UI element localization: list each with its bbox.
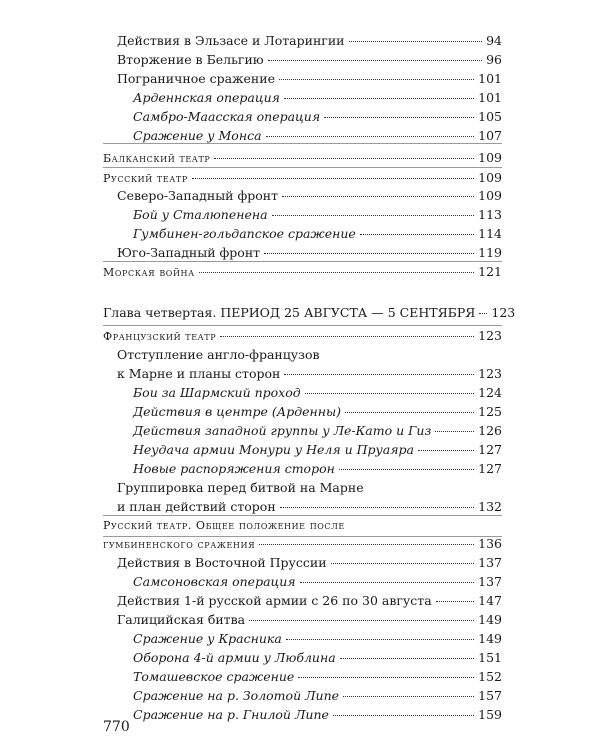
dot-leader: [279, 79, 474, 80]
dot-leader: [435, 431, 474, 432]
toc-chapter-heading: [103, 303, 516, 322]
toc-entry-page: 136: [478, 536, 502, 551]
toc-entry: [133, 648, 502, 667]
dot-leader: [259, 544, 474, 545]
dot-leader: [339, 469, 474, 470]
toc-entry: [133, 572, 502, 591]
dot-leader: [436, 601, 474, 602]
toc-entry-title: Действия в Восточной Пруссии: [117, 555, 327, 570]
toc-entry-title: Сражение у Монса: [133, 128, 262, 143]
toc-entry-page: 157: [478, 688, 502, 703]
toc-entry-title: Отступление англо-французов: [117, 347, 320, 362]
toc-entry: [133, 459, 502, 478]
toc-entry: [133, 440, 502, 459]
toc-entry: [117, 345, 502, 364]
toc-entry-title: Действия западной группы у Ле-Като и Гиз: [133, 423, 432, 438]
toc-entry-title: Балканский театр: [103, 152, 211, 165]
toc-entry-page: 137: [478, 555, 502, 570]
dot-leader: [343, 696, 474, 697]
toc-entry: [117, 610, 502, 629]
toc-entry-title: Оборона 4-й армии у Люблина: [133, 650, 336, 665]
toc-entry-title: Юго-Западный фронт: [117, 245, 261, 260]
section-rule: [103, 143, 502, 144]
toc-entry: [133, 224, 502, 243]
toc-entry-title: Русский театр. Общее положение после: [103, 519, 345, 532]
dot-leader: [280, 507, 474, 508]
toc-entry-title: Пограничное сражение: [117, 71, 275, 86]
toc-entry-page: 137: [478, 574, 502, 589]
dot-leader: [264, 253, 474, 254]
toc-entry-page: 123: [478, 328, 502, 343]
dot-leader: [324, 117, 474, 118]
toc-entry: [117, 553, 502, 572]
toc-entry: [133, 205, 502, 224]
toc-entry: [117, 31, 502, 50]
dot-leader: [249, 620, 474, 621]
toc-section-heading: [103, 148, 502, 167]
toc-entry-page: 114: [478, 226, 502, 241]
toc-entry-title: Галицийская битва: [117, 612, 246, 627]
toc-entry-page: 132: [478, 499, 502, 514]
toc-section-heading: [103, 516, 502, 535]
toc-entry-title: Группировка перед битвой на Марне: [117, 480, 364, 495]
dot-leader: [298, 677, 474, 678]
toc-entry-page: 159: [478, 707, 502, 722]
dot-leader: [282, 196, 474, 197]
toc-entry-title: Сражение у Красника: [133, 631, 282, 646]
dot-leader: [345, 412, 474, 413]
toc-entry-title: Русский театр: [103, 172, 188, 185]
toc-entry: [117, 243, 502, 262]
toc-entry-page: 123: [478, 366, 502, 381]
toc-entry: [117, 591, 502, 610]
toc-entry: [117, 478, 502, 497]
dot-leader: [214, 158, 474, 159]
dot-leader: [305, 393, 474, 394]
toc-entry-page: 119: [478, 245, 502, 260]
toc-entry-title: Морская война: [103, 266, 195, 279]
toc-entry-page: 126: [478, 423, 502, 438]
toc-entry-title: гумбиненского сражения: [103, 538, 256, 551]
toc-entry: [117, 364, 502, 383]
toc-entry-title: Вторжение в Бельгию: [117, 52, 264, 67]
toc-entry: [117, 186, 502, 205]
toc-entry-page: 149: [478, 612, 502, 627]
dot-leader: [220, 336, 474, 337]
page-number: 770: [103, 719, 130, 735]
toc-entry: [133, 705, 502, 724]
dot-leader: [286, 639, 474, 640]
toc-section-heading: [103, 262, 502, 281]
toc-entry-page: 113: [478, 207, 502, 222]
toc-entry-title: Самсоновская операция: [133, 574, 296, 589]
toc-entry: [133, 667, 502, 686]
toc-entry-page: 94: [486, 33, 502, 48]
dot-leader: [268, 60, 482, 61]
toc-entry-title: Самбро-Маасская операция: [133, 109, 321, 124]
toc-entry-page: 151: [478, 650, 502, 665]
dot-leader: [479, 313, 487, 314]
toc-entry-page: 107: [478, 128, 502, 143]
dot-leader: [300, 582, 475, 583]
toc-entry-title: и план действий сторон: [117, 499, 276, 514]
toc-entry-title: Арденнская операция: [133, 90, 280, 105]
toc-entry-page: 149: [478, 631, 502, 646]
toc-section-heading: [103, 168, 502, 187]
toc-entry: [117, 69, 502, 88]
toc-entry-title: Новые распоряжения сторон: [133, 461, 335, 476]
toc-entry-title: Сражение на р. Золотой Липе: [133, 688, 340, 703]
toc-entry-page: 147: [478, 593, 502, 608]
toc-entry-title: к Марне и планы сторон: [117, 366, 281, 381]
toc-entry-page: 101: [478, 71, 502, 86]
toc-entry: [133, 383, 502, 402]
dot-leader: [284, 98, 474, 99]
dot-leader: [349, 41, 483, 42]
toc-entry: [133, 629, 502, 648]
toc-entry: [133, 107, 502, 126]
toc-entry-title: Томашевское сражение: [133, 669, 295, 684]
toc-entry-title: Бой у Сталюпенена: [133, 207, 268, 222]
toc-entry-title: Северо-Западный фронт: [117, 188, 279, 203]
dot-leader: [284, 374, 474, 375]
toc-entry-page: 127: [478, 442, 502, 457]
toc-entry: [133, 686, 502, 705]
toc-entry-page: 121: [478, 264, 502, 279]
toc-entry-page: 101: [478, 90, 502, 105]
dot-leader: [360, 234, 474, 235]
toc-entry-title: Бои за Шармский проход: [133, 385, 301, 400]
toc-entry: [117, 50, 502, 69]
toc-entry-page: 96: [486, 52, 502, 67]
toc-entry-page: 152: [478, 669, 502, 684]
toc-entry: [117, 497, 502, 516]
toc-entry-page: 109: [478, 170, 502, 185]
toc-entry-page: 109: [478, 150, 502, 165]
toc-entry-title: Сражение на р. Гнилой Липе: [133, 707, 329, 722]
toc-entry-title: Гумбинен-гольдапское сражение: [133, 226, 356, 241]
toc-entry: [133, 402, 502, 421]
toc-section-heading: [103, 534, 502, 553]
toc-section-heading: [103, 326, 502, 345]
dot-leader: [272, 215, 475, 216]
toc-entry: [133, 88, 502, 107]
toc-entry-page: 105: [478, 109, 502, 124]
dot-leader: [199, 272, 474, 273]
toc-entry-page: 127: [478, 461, 502, 476]
toc-entry-title: Действия 1-й русской армии с 26 по 30 августа: [117, 593, 432, 608]
toc-entry-page: 125: [478, 404, 502, 419]
toc-entry-page: 109: [478, 188, 502, 203]
toc-entry-title: Действия в центре (Арденны): [133, 404, 342, 419]
dot-leader: [333, 715, 474, 716]
toc-entry: [133, 421, 502, 440]
toc-entry-title: Французский театр: [103, 330, 217, 343]
dot-leader: [192, 178, 474, 179]
toc-entry-title: Глава четвертая. ПЕРИОД 25 АВГУСТА — 5 СЕНТЯБРЯ: [103, 305, 476, 320]
toc-entry-title: Действия в Эльзасе и Лотарингии: [117, 33, 345, 48]
dot-leader: [266, 136, 475, 137]
dot-leader: [340, 658, 474, 659]
toc-entry-title: Неудача армии Монури у Неля и Пруаяра: [133, 442, 414, 457]
dot-leader: [331, 563, 475, 564]
toc-entry-page: 123: [491, 305, 516, 320]
toc-entry-page: 124: [478, 385, 502, 400]
dot-leader: [418, 450, 474, 451]
